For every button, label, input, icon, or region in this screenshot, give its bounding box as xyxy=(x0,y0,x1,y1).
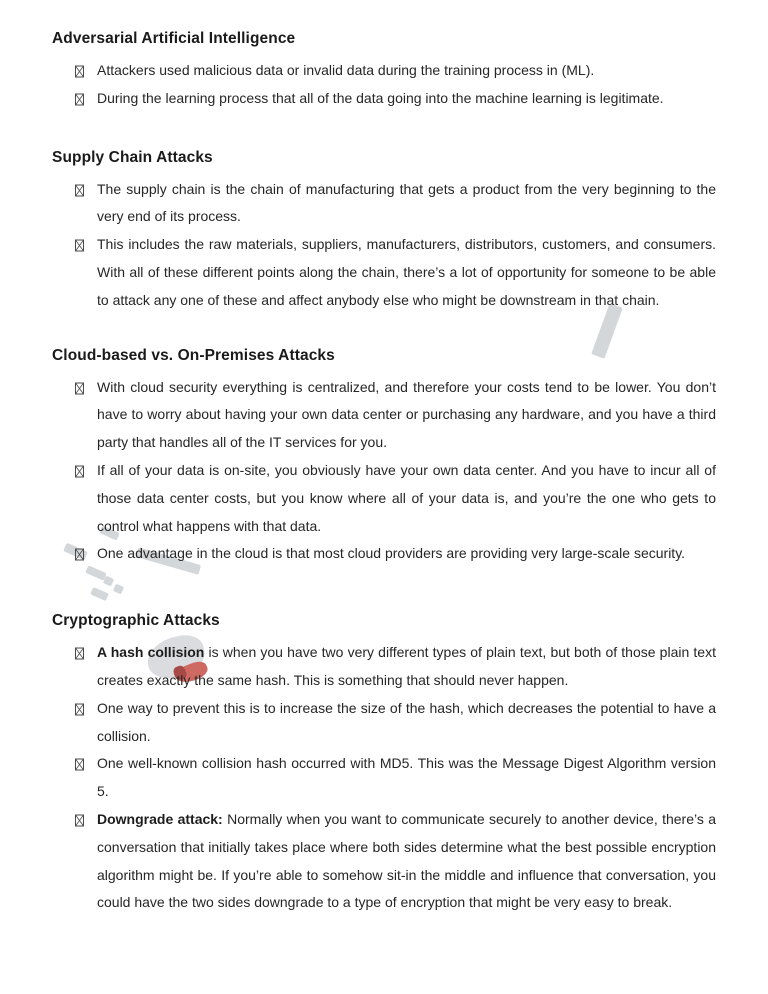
bullet-item xyxy=(52,806,716,917)
bullet-text: The supply chain is the chain of manufacturing that gets a product from the very beginning to the very end of its process. xyxy=(97,180,716,225)
boxed-x-glyph-icon xyxy=(75,540,85,561)
bullet-item xyxy=(52,85,716,113)
bullet-text: One advantage in the cloud is that most cloud providers are providing very large-scale security. xyxy=(97,545,686,562)
bullet-list xyxy=(52,639,716,917)
bullet-item xyxy=(52,231,716,314)
bullet-item xyxy=(52,176,716,232)
boxed-x-glyph-icon xyxy=(75,176,85,197)
boxed-x-glyph-icon xyxy=(75,457,85,478)
boxed-x-glyph-icon xyxy=(75,695,85,716)
bullet-text: A hash collision is when you have two very different types of plain text, but both of those plain text creates exactly the same hash. This is something that should never happen. xyxy=(97,644,716,688)
bullet-item xyxy=(52,374,716,457)
bullet-item xyxy=(52,457,716,540)
boxed-x-glyph-icon xyxy=(75,374,85,395)
boxed-x-glyph-icon xyxy=(75,639,85,660)
section-heading: Adversarial Artificial Intelligence xyxy=(52,30,296,47)
bullet-item xyxy=(52,695,716,751)
boxed-x-glyph-icon xyxy=(75,57,85,78)
section-cryptographic-attacks xyxy=(52,612,716,917)
section-cloud-vs-onprem xyxy=(52,347,716,569)
boxed-x-glyph-icon xyxy=(75,231,85,252)
bullet-item xyxy=(52,639,716,695)
bullet-text: One way to prevent this is to increase the size of the hash, which decreases the potential to have a collision. xyxy=(97,699,716,744)
section-heading: Cloud-based vs. On-Premises Attacks xyxy=(52,346,335,364)
document-content xyxy=(52,30,716,917)
bullet-text: During the learning process that all of the data going into the machine learning is legitimate. xyxy=(97,89,664,106)
bullet-text: If all of your data is on-site, you obviously have your own data center. And you have to incur all of those data center costs, but you know where all of your data is, and you’re the one who gets to control what happens with that data. xyxy=(97,461,716,534)
bullet-text: Downgrade attack: Normally when you want to communicate securely to another device, there’s a conversation that initially takes place where both sides determine what the best possible encryption algorithm might be. If you’re able to somehow sit-in the middle and influence that conversation, you could have the two sides downgrade to a type of encryption that might be very easy to break. xyxy=(97,810,716,911)
bullet-item xyxy=(52,540,716,568)
bullet-text: With cloud security everything is centralized, and therefore your costs tend to be lower. You don’t have to worry about having your own data center or purchasing any hardware, and you have a third party that handles all of the IT services for you. xyxy=(97,378,716,451)
bullet-text: This includes the raw materials, suppliers, manufacturers, distributors, customers, and consumers. With all of these different points along the chain, there’s a lot of opportunity for someone to be able to attack any one of these and affect anybody else who might be downstream in that chain. xyxy=(97,236,716,308)
bullet-list xyxy=(52,176,716,315)
boxed-x-glyph-icon xyxy=(75,806,85,827)
bullet-text: Attackers used malicious data or invalid data during the training process in (ML). xyxy=(97,62,595,78)
bullet-item xyxy=(52,57,716,85)
bullet-list xyxy=(52,374,716,569)
section-supply-chain xyxy=(52,149,716,315)
bullet-item xyxy=(52,750,716,806)
section-heading: Supply Chain Attacks xyxy=(52,148,213,166)
boxed-x-glyph-icon xyxy=(75,750,85,771)
boxed-x-glyph-icon xyxy=(75,85,85,106)
bullet-text: One well-known collision hash occurred with MD5. This was the Message Digest Algorithm version 5. xyxy=(97,755,716,800)
section-adversarial-ai xyxy=(52,30,716,113)
section-heading: Cryptographic Attacks xyxy=(52,612,220,630)
bullet-list xyxy=(52,57,716,113)
